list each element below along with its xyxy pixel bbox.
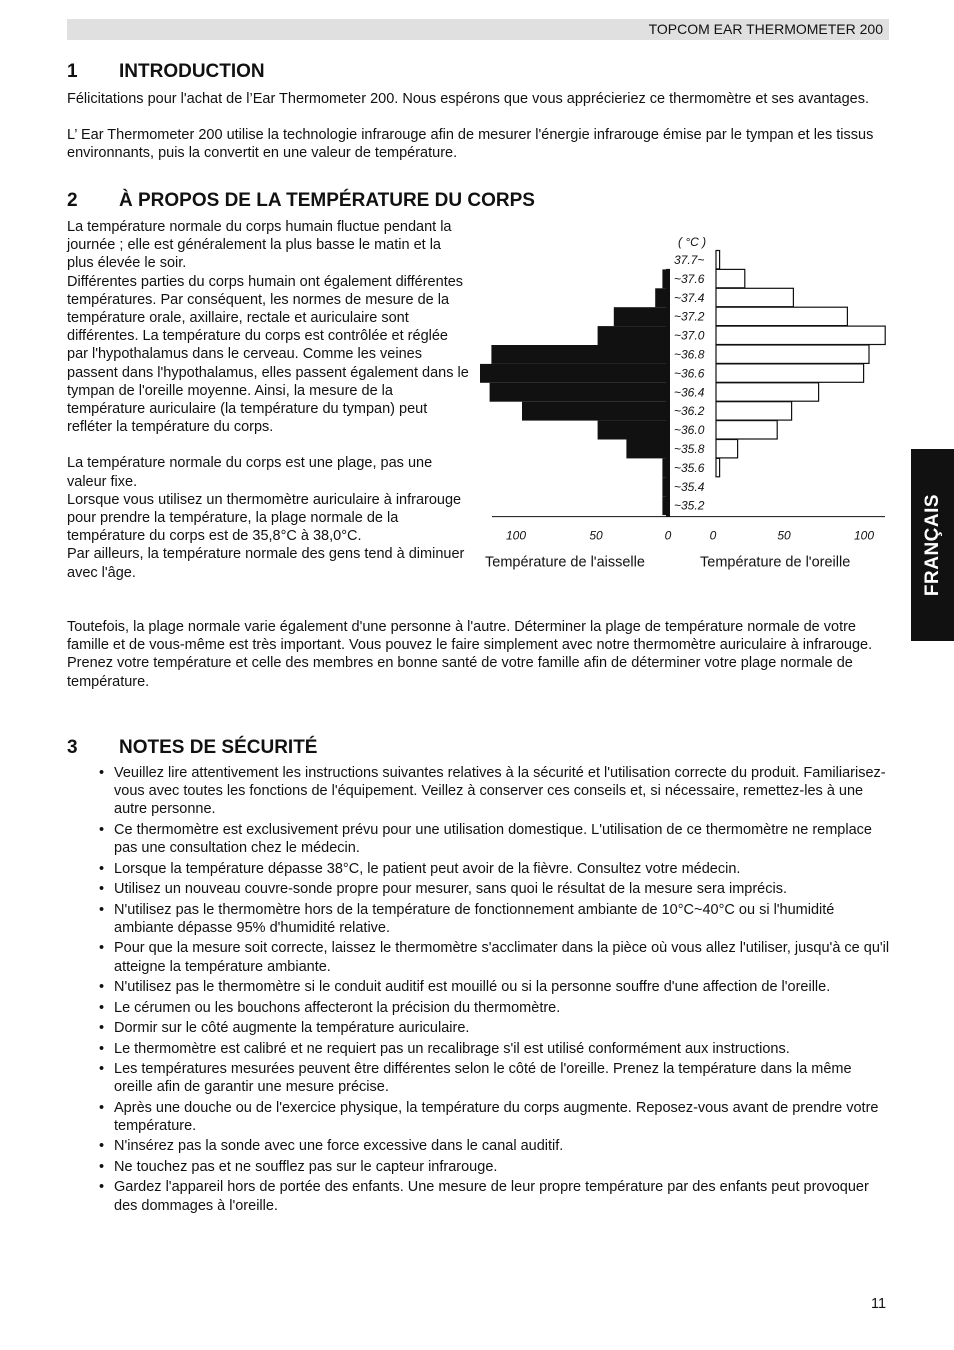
bullet-icon: • [99, 979, 105, 996]
bullet-icon: • [99, 1099, 105, 1116]
safety-note-text: N'utilisez pas le thermomètre si le conduit auditif est mouillé ou si la personne souffre d'une affection de l'oreille. [114, 979, 831, 996]
safety-note-item [67, 860, 893, 878]
bullet-icon: • [99, 901, 105, 918]
body-temp-paragraph: Différentes parties du corps humain ont également différentes températures. Par conséquent, les normes de mesure de la température orale, axillaire, rectale et auriculaire sont différentes. La température du corps est contrôlée et réglée par l'hypothalamus dans le cerveau. Comme les veines passent dans l'hypothalamus, elles passent également dans le tympan de l'oreille moyenne. Ainsi, la mesure de la température auriculaire (la température du tympan) peut refléter la température du corps. [67, 273, 469, 436]
unit-label: ( °C ) [678, 235, 707, 249]
safety-note-item [67, 1137, 893, 1155]
bullet-icon: • [99, 1179, 105, 1196]
category-label: ~35.6 [674, 460, 705, 475]
category-label: ~36.0 [674, 423, 705, 438]
ear-bar [716, 269, 745, 287]
body-temp-paragraph: La température normale du corps humain fluctue pendant la journée ; elle est généralement la plus basse le matin et la plus élevée le soir. [67, 219, 452, 272]
ear-bar [716, 326, 885, 344]
bullet-icon: • [99, 999, 105, 1016]
safety-note-text: Après une douche ou de l'exercice physique, la température du corps augmente. Reposez-vous avant de prendre votre température. [114, 1099, 879, 1134]
axilla-bar [522, 402, 666, 421]
safety-note-item [67, 764, 893, 819]
bullet-icon: • [99, 765, 105, 781]
tick-label: 50 [777, 528, 791, 543]
axilla-bar [655, 288, 666, 307]
safety-note-text: Le thermomètre est calibré et ne requiert pas un recalibrage s'il est utilisé conformément aux instructions. [114, 1040, 790, 1057]
safety-note-text: Ne touchez pas et ne soufflez pas sur le capteur infrarouge. [114, 1158, 498, 1175]
safety-note-text: Veuillez lire attentivement les instructions suivantes relatives à la sécurité et l'utilisation correcte du produit. Familiarisez-vous avec toutes les fonctions de l'équipement. Veillez à conserver ces conseils et, si nécessaire, remettez-les à une autre personne. [114, 765, 886, 818]
category-label: ~37.4 [674, 290, 705, 305]
ear-bar [716, 440, 738, 458]
language-tab [911, 449, 954, 641]
tick-label: 0 [664, 528, 672, 543]
section-title: À PROPOS DE LA TEMPÉRATURE DU CORPS [119, 190, 535, 211]
ear-bar [716, 251, 720, 269]
intro-paragraph-1: Félicitations pour l'achat de l’Ear Thermometer 200. Nous espérons que vous apprécieriez ce thermomètre et ses avantages. [67, 91, 870, 107]
ear-bar [716, 421, 777, 439]
ear-bar [716, 402, 792, 420]
center-axis [666, 269, 670, 517]
tick-label: 100 [505, 528, 527, 543]
safety-note-text: Les températures mesurées peuvent être différentes selon le côté de l'oreille. Prenez la température dans la même oreille afin de garantir une mesure précise. [114, 1061, 852, 1096]
category-label: ~37.0 [674, 328, 705, 343]
safety-note-text: Lorsque la température dépasse 38°C, le patient peut avoir de la fièvre. Consultez votre médecin. [114, 860, 741, 877]
section-number: 3 [67, 737, 78, 758]
axilla-bar [491, 345, 666, 364]
category-label: ~36.8 [674, 347, 705, 362]
language-tab-label: FRANÇAIS [921, 493, 943, 597]
bullet-icon: • [99, 821, 105, 838]
body-temp-paragraph: Lorsque vous utilisez un thermomètre auriculaire à infrarouge pour prendre la température, la plage normale de la température du corps est de 35,8°C à 38,0°C. [67, 491, 462, 545]
bullet-icon: • [99, 1061, 105, 1078]
body-temp-paragraph: Par ailleurs, la température normale des gens tend à diminuer avec l'âge. [67, 546, 465, 581]
ear-bar [716, 345, 869, 363]
axilla-bar [490, 383, 666, 402]
safety-note-text: N'utilisez pas le thermomètre hors de la température de fonctionnement ambiante de 10°C~40°C ou si l'humidité ambiante dépasse 95% d'humidité relative. [114, 901, 835, 936]
axilla-bar [662, 496, 666, 515]
safety-note-text: N'insérez pas la sonde avec une force excessive dans le canal auditif. [114, 1138, 564, 1155]
axilla-bar [626, 440, 666, 459]
safety-note-item [67, 1060, 893, 1096]
temperature-distribution-chart [480, 228, 900, 578]
body-temp-paragraph-range: Toutefois, la plage normale varie également d'une personne à l'autre. Déterminer la plage de température normale de votre famille et de vous-même est très important. Vous pouvez le faire simplement avec notre thermomètre auriculaire à infrarouge. Prenez votre température et celle des membres en bonne santé de votre famille afin de déterminer votre plage normale de température. [67, 619, 873, 690]
body-temperature-text [67, 218, 471, 582]
category-label: ~36.4 [674, 385, 705, 400]
category-label: ~36.2 [674, 404, 705, 419]
safety-note-item [67, 1040, 893, 1058]
section-title: INTRODUCTION [119, 61, 265, 82]
ear-bar [716, 364, 864, 382]
axilla-bar [662, 477, 666, 496]
safety-note-item [67, 999, 893, 1017]
axilla-bar [662, 269, 666, 288]
section-title: NOTES DE SÉCURITÉ [119, 737, 318, 758]
ear-bar [716, 288, 793, 306]
safety-note-item [67, 1158, 893, 1176]
bullet-icon: • [99, 1158, 105, 1175]
category-label: ~37.2 [674, 309, 705, 324]
tick-label: 50 [589, 528, 603, 543]
safety-note-text: Dormir sur le côté augmente la température auriculaire. [114, 1020, 470, 1037]
bullet-icon: • [99, 1020, 105, 1037]
safety-note-text: Utilisez un nouveau couvre-sonde propre pour mesurer, sans quoi le résultat de la mesure sera imprécis. [114, 881, 787, 898]
document-title: TOPCOM EAR THERMOMETER 200 [648, 21, 883, 37]
safety-note-text: Gardez l'appareil hors de portée des enfants. Une mesure de leur propre température par des enfants peut provoquer des dommages à l'oreille. [114, 1179, 869, 1214]
category-label: ~36.6 [674, 366, 705, 381]
safety-note-item [67, 821, 893, 857]
axilla-bar [480, 364, 666, 383]
safety-note-item [67, 1178, 893, 1214]
safety-note-text: Ce thermomètre est exclusivement prévu pour une utilisation domestique. L'utilisation de ce thermomètre ne remplace pas une consultation chez le médecin. [114, 821, 872, 857]
safety-note-item [67, 880, 893, 898]
category-label: 37.7~ [674, 253, 705, 267]
axilla-bar [614, 307, 666, 326]
section-number: 2 [67, 190, 78, 211]
safety-note-item [67, 978, 893, 996]
category-label: ~35.8 [674, 442, 705, 456]
bullet-icon: • [99, 860, 105, 877]
page-header [67, 19, 889, 40]
bullet-icon: • [99, 1138, 105, 1155]
safety-note-item [67, 901, 893, 937]
bullet-icon: • [99, 1040, 105, 1057]
safety-notes-list [67, 764, 893, 1217]
safety-note-item [67, 1019, 893, 1037]
ear-bar [716, 383, 819, 401]
bullet-icon: • [99, 940, 105, 957]
safety-note-item [67, 939, 893, 975]
legend-ear: Température de l'oreille [700, 554, 851, 571]
ear-bar [716, 458, 720, 476]
ear-bar [716, 307, 847, 325]
safety-note-item [67, 1099, 893, 1135]
intro-paragraph-2: L’ Ear Thermometer 200 utilise la technologie infrarouge afin de mesurer l'énergie infrarouge émise par le tympan et les tissus environnants, puis la convertit en une valeur de température. [67, 127, 874, 162]
bullet-icon: • [99, 881, 105, 898]
legend-axilla: Température de l'aisselle [485, 554, 645, 571]
tick-label: 0 [709, 528, 717, 543]
tick-label: 100 [853, 528, 875, 543]
category-label: ~35.2 [674, 498, 705, 513]
safety-note-text: Pour que la mesure soit correcte, laissez le thermomètre s'acclimater dans la pièce où vous allez l'utiliser, jusqu'à ce qu'il atteigne la température ambiante. [114, 940, 890, 975]
body-temp-paragraph: La température normale du corps est une plage, pas une valeur fixe. [67, 455, 433, 490]
axilla-bar [598, 326, 666, 345]
axilla-bar [598, 421, 666, 440]
page-number: 11 [871, 1296, 887, 1312]
category-label: ~35.4 [674, 479, 705, 494]
category-label: ~37.6 [674, 271, 705, 286]
safety-note-text: Le cérumen ou les bouchons affecteront la précision du thermomètre. [114, 999, 561, 1016]
axilla-bar [662, 458, 666, 477]
section-number: 1 [67, 61, 78, 82]
